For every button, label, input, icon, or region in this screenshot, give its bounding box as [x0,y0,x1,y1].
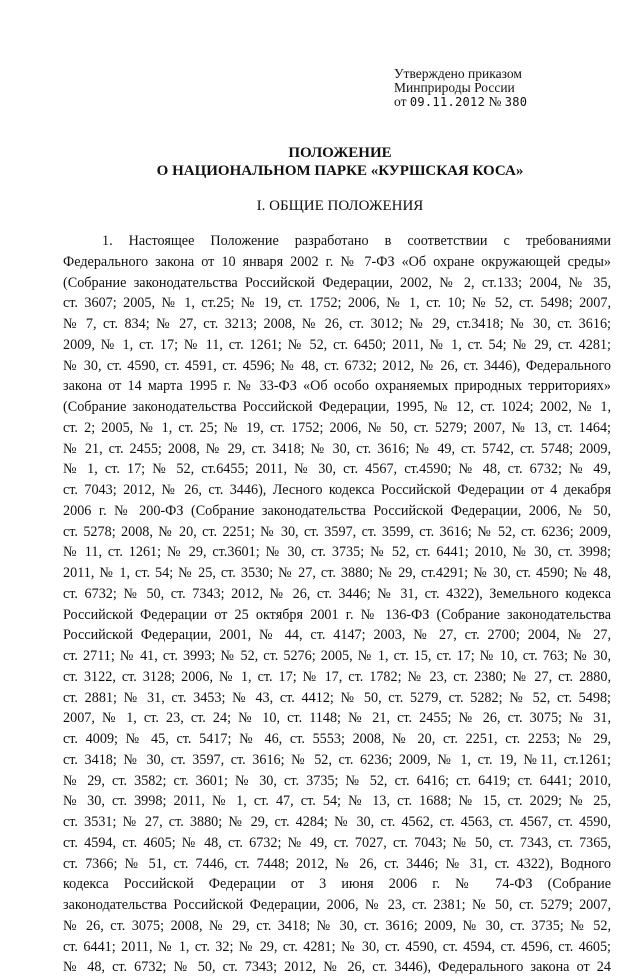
paragraph-line: закона от 14 марта 1995 г. № 33-ФЗ «Об особо охраняемых природных территориях» [63,378,611,395]
paragraph-line: № 7, ст. 834; № 27, ст. 3213; 2008, № 26, ст. 3012; № 29, ст.3418; № 30, ст. 3616; [63,316,611,332]
paragraph-line: ст. 6732; № 50, ст. 7343; 2012, № 26, ст. 3446; № 31, ст. 4322), Земельного кодекса [63,585,611,602]
paragraph-1 [63,231,611,978]
paragraph-line: 1. Настоящее Положение разработано в соответствии с требованиями [102,233,611,249]
document-title-line-1: ПОЛОЖЕНИЕ [288,145,392,161]
approval-date-line [394,95,604,109]
paragraph-line: ст. 7043; 2012, № 26, ст. 3446), Лесного кодекса Российской Федерации от 4 декабря [63,482,611,498]
approval-line-1: Утверждено приказом [394,66,522,81]
paragraph-line: ст. 4009; № 45, ст. 5417; № 46, ст. 5553; 2008, № 20, ст. 2251, ст. 2253; № 29, [63,731,611,747]
paragraph-line: кодекса Российской Федерации от 3 июня 2006 г. № 74-ФЗ (Собрание [63,876,611,893]
paragraph-line: № 30, ст. 4590, ст. 4591, ст. 4596; № 48, ст. 6732; 2012, № 26, ст. 3446), Федерального [63,357,611,374]
paragraph-line: ст. 2881; № 31, ст. 3453; № 43, ст. 4412; № 50, ст. 5279, ст. 5282; № 52, ст. 5498; [63,689,611,706]
paragraph-line: (Собрание законодательства Российской Федерации, 2002, № 2, ст.133; 2004, № 35, [63,274,611,291]
paragraph-line: (Собрание законодательства Российской Федерации, 1995, № 12, ст. 1024; 2002, № 1, [63,399,611,415]
paragraph-line: ст. 5278; 2008, № 20, ст. 2251; № 30, ст. 3597, ст. 3599, ст. 3616; № 52, ст. 6236; 2009, [63,523,611,540]
paragraph-line: № 21, ст. 2455; 2008, № 29, ст. 3418; № 30, ст. 3616; № 49, ст. 5742, ст. 5748; 2009, [63,440,611,457]
paragraph-line: 2007, № 1, ст. 23, ст. 24; № 10, ст. 1148; № 21, ст. 2455; № 26, ст. 3075; № 31, [63,710,611,727]
paragraph-line: ст. 3122, ст. 3128; 2006, № 1, ст. 17; № 17, ст. 1782; № 23, ст. 2380; № 27, ст. 2880, [63,668,611,685]
paragraph-line: № 11, ст. 1261; № 29, ст.3601; № 30, ст. 3735; № 52, ст. 6441; 2010, № 30, ст. 3998; [63,544,611,561]
section-heading: I. ОБЩИЕ ПОЛОЖЕНИЯ [256,198,424,214]
paragraph-line: ст. 6441; 2011, № 1, ст. 32; № 29, ст. 4281; № 30, ст. 4590, ст. 4594, ст. 4596, ст. 4605; [63,938,611,955]
approval-stamp [394,67,604,109]
paragraph-line: 2011, № 1, ст. 54; № 25, ст. 3530; № 27, ст. 3880; № 29, ст.4291; № 30, ст. 4590; № 48, [63,565,611,581]
paragraph-line: № 26, ст. 3075; 2008, № 29, ст. 3418; № 30, ст. 3616; 2009, № 30, ст. 3735; № 52, [63,917,611,934]
approval-number-sign: № [488,94,502,109]
approval-line-2: Минприроды России [394,80,515,95]
paragraph-line: № 29, ст. 3582; ст. 3601; № 30, ст. 3735; № 52, ст. 6416; ст. 6419; ст. 6441; 2010, [63,772,611,789]
paragraph-line: ст. 2711; № 41, ст. 3993; № 52, ст. 5276; 2005, № 1, ст. 15, ст. 17; № 10, ст. 763; № 30, [63,648,611,664]
document-title-line-2: О НАЦИОНАЛЬНОМ ПАРКЕ «КУРШСКАЯ КОСА» [156,163,524,179]
paragraph-line: Федерального закона от 10 января 2002 г. № 7-ФЗ «Об охране окружающей среды» [63,253,611,270]
paragraph-line: ст. 3531; № 27, ст. 3880; № 29, ст. 4284; № 30, ст. 4562, ст. 4563, ст. 4567, ст. 4590, [63,814,611,830]
paragraph-line: 2006 г. № 200-ФЗ (Собрание законодательства Российской Федерации, 2006, № 50, [63,502,611,519]
paragraph-line: 2009, № 1, ст. 17; № 11, ст. 1261; № 52, ст. 6450; 2011, № 1, ст. 54; № 29, ст. 4281; [63,336,611,353]
paragraph-line: ст. 3418; № 30, ст. 3597, ст. 3616; № 52, ст. 6236; 2009, № 1, ст. 19, №11, ст.1261; [63,751,611,768]
approval-date-value: 09.11.2012 [409,95,486,109]
paragraph-line: законодательства Российской Федерации, 2006, № 23, ст. 2381; № 50, ст. 5279; 2007, [63,897,611,913]
paragraph-line: № 30, ст. 3998; 2011, № 1, ст. 47, ст. 54; № 13, ст. 1688; № 15, ст. 2029; № 25, [63,793,611,810]
paragraph-line: № 48, ст. 6732; № 50, ст. 7343; 2012, № 26, ст. 3446), Федерального закона от 24 [63,959,611,976]
paragraph-line: ст. 7366; № 51, ст. 7446, ст. 7448; 2012, № 26, ст. 3446; № 31, ст. 4322), Водного [63,855,611,872]
approval-date-prefix: от [394,94,407,109]
paragraph-line: № 1, ст. 17; № 52, ст.6455; 2011, № 30, ст. 4567, ст.4590; № 48, ст. 6732; № 49, [63,461,611,478]
paragraph-line: ст. 3607; 2005, № 1, ст.25; № 19, ст. 1752; 2006, № 1, ст. 10; № 52, ст. 5498; 2007, [63,295,611,312]
paragraph-line: ст. 2; 2005, № 1, ст. 25; № 19, ст. 1752; 2006, № 50, ст. 5279; 2007, № 13, ст. 1464; [63,419,611,436]
paragraph-line: Российской Федерации от 25 октября 2001 г. № 136-ФЗ (Собрание законодательства [63,606,611,623]
approval-number-value: 380 [504,95,528,109]
paragraph-line: Российской Федерации, 2001, № 44, ст. 4147; 2003, № 27, ст. 2700; 2004, № 27, [63,627,611,644]
paragraph-line: ст. 4594, ст. 4605; № 48, ст. 6732; № 49, ст. 7027, ст. 7043; № 50, ст. 7343, ст. 7365, [63,834,611,851]
